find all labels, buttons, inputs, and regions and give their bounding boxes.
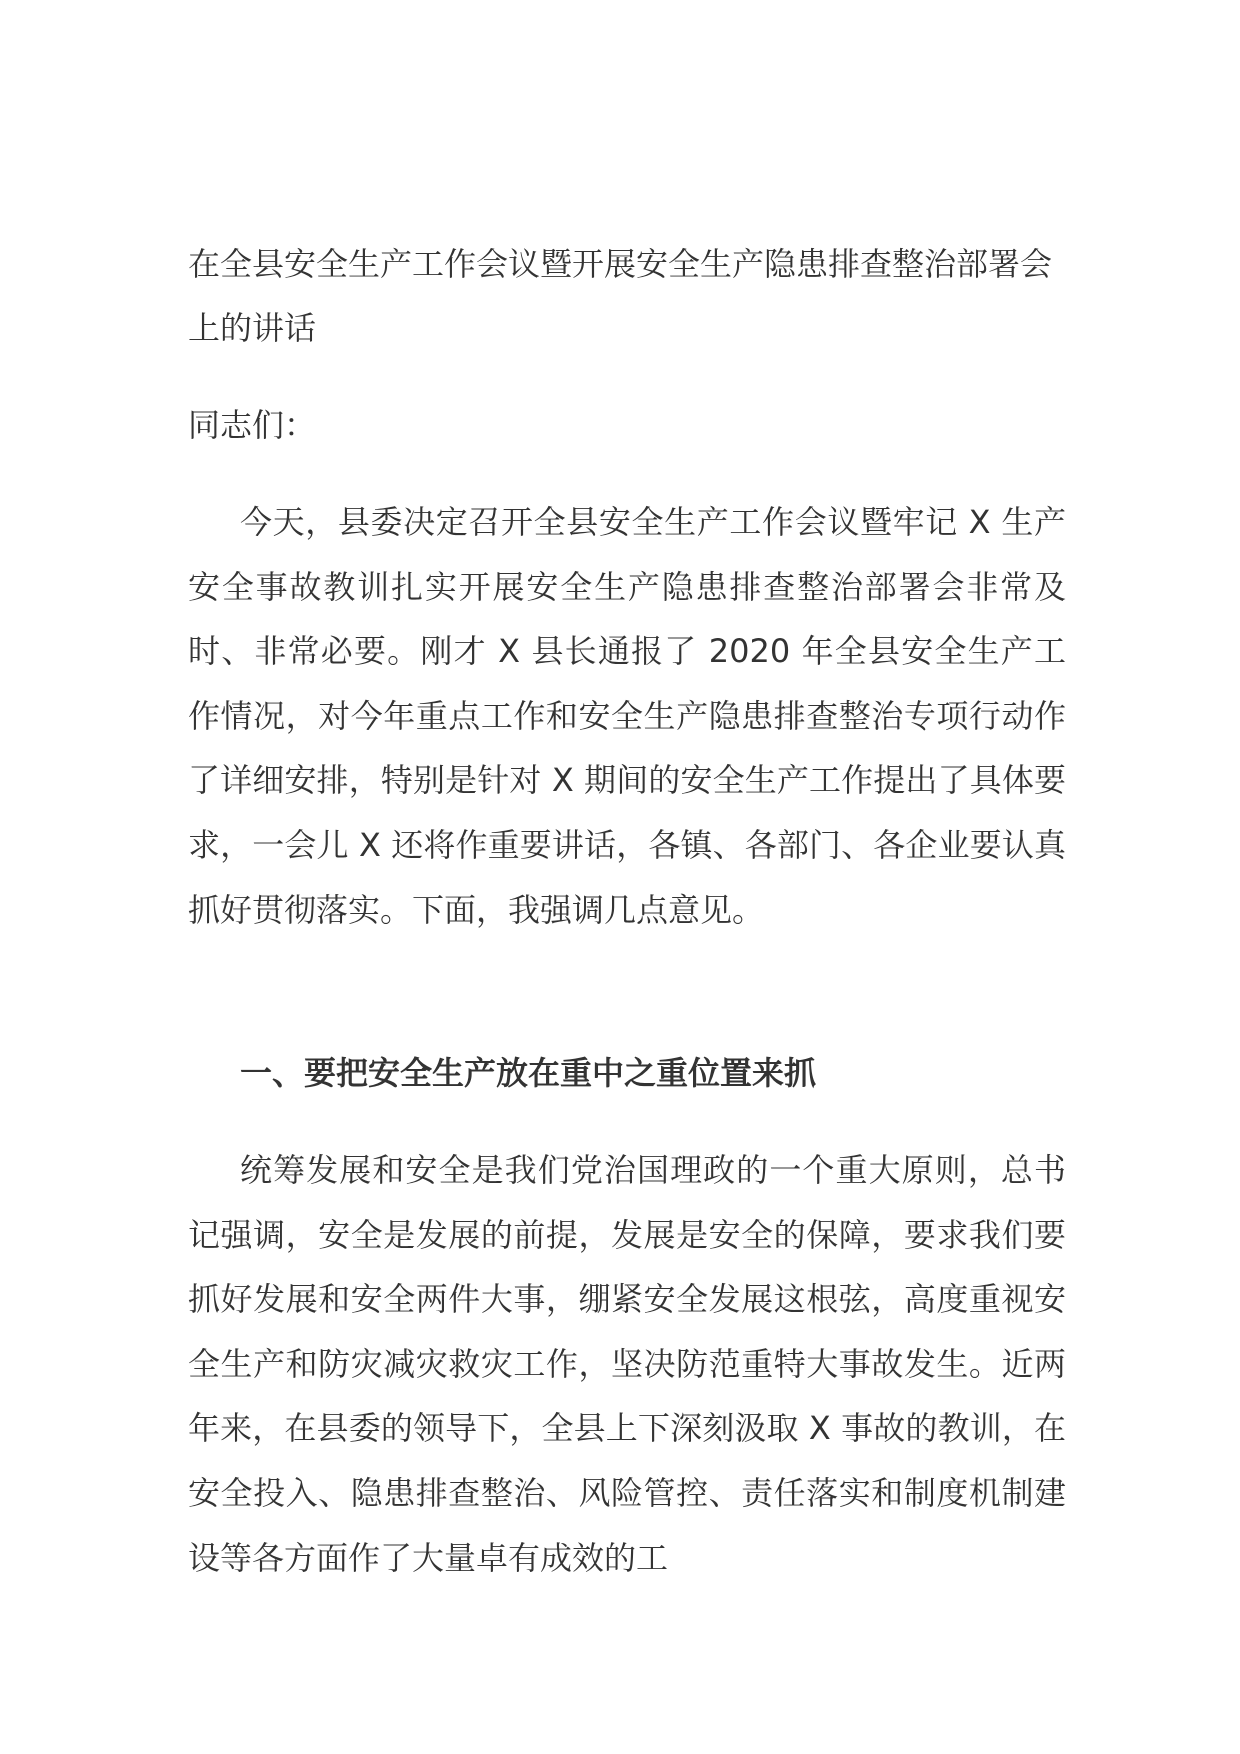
- paragraph-section-1: 统筹发展和安全是我们党治国理政的一个重大原则，总书记强调，安全是发展的前提，发展是安全的保障，要求我们要抓好发展和安全两件大事，绷紧安全发展这根弦，高度重视安全生产和防灾减灾救灾工作，坚决防范重特大事故发生。近两年来，在县委的领导下，全县上下深刻汲取 X 事故的教训，在安全投入、隐患排查整治、风险管控、责任落实和制度机制建设等各方面作了大量卓有成效的工: [188, 1151, 1066, 1577]
- salutation: 同志们：: [188, 406, 317, 444]
- section-heading-1: 一、要把安全生产放在重中之重位置来抓: [240, 1054, 817, 1092]
- document-title: 在全县安全生产工作会议暨开展安全生产隐患排查整治部署会上的讲话: [188, 245, 1053, 347]
- paragraph-intro: 今天，县委决定召开全县安全生产工作会议暨牢记 X 生产安全事故教训扎实开展安全生产隐患排查整治部署会非常及时、非常必要。刚才 X 县长通报了 2020 年全县安全生产工作情况，对今年重点工作和安全生产隐患排查整治专项行动作了详细安排，特别是针对 X 期间的安全生产工作提出了具体要求，一会儿 X 还将作重要讲话，各镇、各部门、各企业要认真抓好贯彻落实。下面，我强调几点意见。: [188, 503, 1066, 929]
